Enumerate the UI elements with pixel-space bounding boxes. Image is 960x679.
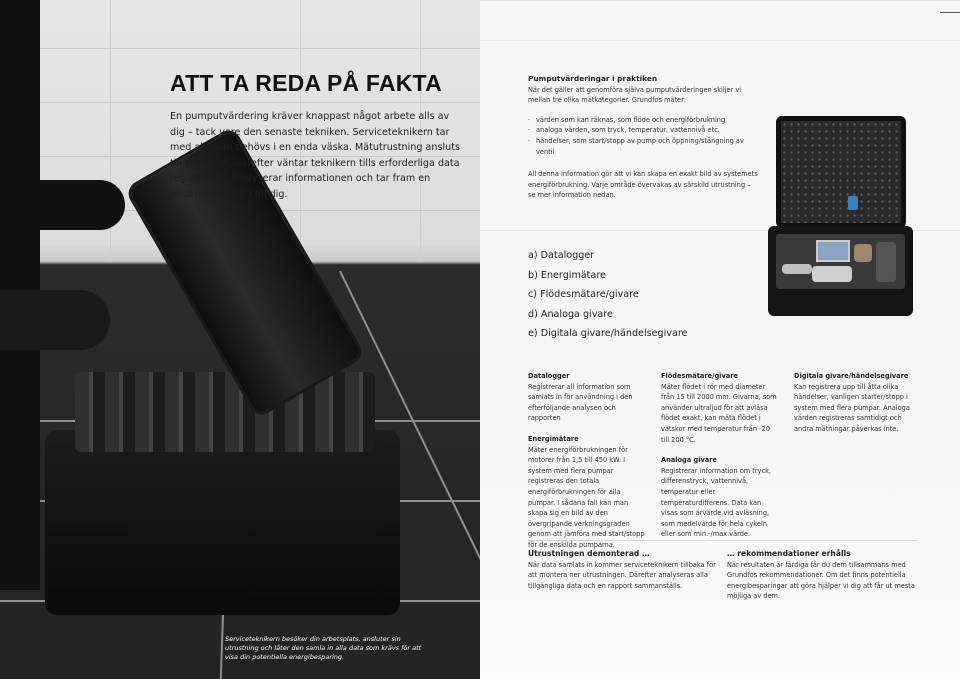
dismantled-section <box>528 549 716 591</box>
practice-intro: När det gäller att genomföra själva pumputvärderingen skiljer vi mellan tre olika mätkategorier. Grundfos mäter: <box>528 85 742 105</box>
photo-caption: Serviceteknikern besöker din arbetsplats, ansluter sin utrustning och låter den samla in alla data som krävs för att visa din potentiella energibesparing. <box>225 635 422 661</box>
equipment-case-contents <box>75 372 375 452</box>
flow-meter-text: Mäter flödet i rör med diameter från 15 till 2000 mm. Givarna, som använder ultraljud för att avläsa flödet exakt, kan mäta flödet i vätskor med temperatur från -20 till 200 °C. <box>661 382 777 444</box>
wall-line <box>480 0 960 1</box>
recommendations-section <box>727 549 917 602</box>
column-2 <box>661 371 779 550</box>
product-case-base <box>768 226 913 316</box>
recommendations-title: … rekommendationer erhålls <box>727 549 851 558</box>
practice-title: Pumputvärderingar i praktiken <box>528 74 658 83</box>
recommendations-text: När resultaten är färdiga får du dem tillsammans med Grundfos rekommendationer. Om det finns potentiella energibesparingar att göra hjälper vi dig att får ut mesta möjliga av dem. <box>727 560 915 601</box>
equipment-list <box>528 246 687 344</box>
digital-sensor-text: Kan registrera upp till åtta olika händelser, vanligen starter/stopp i system med flera pumpar. Analoga värden registreras samtidigt och andra mätningar påverkas inte. <box>794 382 910 433</box>
blue-sensor <box>848 196 858 210</box>
wall-line <box>480 40 960 41</box>
list-item: b) Energimätare <box>528 269 606 281</box>
equipment-part <box>876 242 896 282</box>
flow-meter-title: Flödesmätare/givare <box>661 372 738 380</box>
datalogger-text: Registrerar all information som samlats in för användning i den efterföljande analysen och rapporten <box>528 382 633 423</box>
practice-section <box>528 74 758 201</box>
energy-meter-text: Mäter energiförbrukningen för motorer från 1,5 till 450 kW. I system med flera pumpar registreras den totala energiförbrukningen för alla pumpar. I sådana fall kan man skapa sig en bild av den övergripande verkningsgraden genom att jämföra med start/stopp för de enskilda pumparna. <box>528 445 645 549</box>
person-arm <box>0 290 110 350</box>
practice-outro: All denna information gör att vi kan skapa en exakt bild av systemets energiförbrukning. Varje område övervakas av särskild utrustning – se mer information nedan. <box>528 170 758 200</box>
equipment-part <box>854 244 872 262</box>
analog-sensor-title: Analoga givare <box>661 456 717 465</box>
energy-meter-title: Energimätare <box>528 434 579 443</box>
analog-sensor-text: Registrerar information om tryck, differenstryck, vattennivå, temperatur eller temperaturdifferens. Data kan visas som ärvärde vid avläsning, som medelvärde för hela cykeln eller som min.-/max.värde. <box>661 466 772 539</box>
wall-line <box>0 48 480 49</box>
product-case-tray <box>776 234 905 289</box>
list-item: c) Flödesmätare/givare <box>528 289 639 300</box>
list-item: · händelser, som start/stopp av pump och öppning/stängning av ventil <box>528 136 758 157</box>
person-arm <box>0 180 125 230</box>
list-item: d) Analoga givare <box>528 308 613 320</box>
datalogger-screen <box>816 240 850 262</box>
product-case-lid <box>776 116 906 228</box>
equipment-part <box>782 264 812 274</box>
digital-sensor-title: Digitala givare/händelsegivare <box>794 372 909 380</box>
column-3 <box>794 371 916 445</box>
list-item: e) Digitala givare/händelsegivare <box>528 328 688 339</box>
list-item: · analoga värden, som tryck, temperatur, vattennivå etc. <box>528 125 758 136</box>
equipment-case-body <box>45 430 400 615</box>
datalogger-title: Datalogger <box>528 372 570 380</box>
dismantled-text: När data samlats in kommer serviceteknikern tillbaka för att montera ner utrustningen. Därefter analyseras alla tillgängliga data och en rapport sammanställs. <box>528 560 716 590</box>
column-1 <box>528 371 646 561</box>
list-item: · värden som kan räknas, som flöde och energiförbrukning <box>528 115 758 126</box>
corner-mark <box>940 12 960 13</box>
product-case-image <box>768 116 918 321</box>
dismantled-title: Utrustningen demonterad … <box>528 549 650 558</box>
intro-paragraph: En pumputvärdering kräver knappast något arbete alls av dig – tack vare den senaste tekniken. Serviceteknikern tar med allt som behövs i en enda väska. Mätutrustning ansluts till systemet, därefter väntar teknikern tills erforderliga data registrerats, analyserar informationen och tar fram en rekommendation till dig. <box>170 111 460 200</box>
practice-bullets <box>528 115 758 157</box>
list-item: a) Datalogger <box>528 250 595 261</box>
page-title: ATT TA REDA PÅ FAKTA <box>170 70 442 96</box>
equipment-part <box>812 266 852 282</box>
divider <box>528 540 918 541</box>
left-text-block <box>170 70 460 203</box>
